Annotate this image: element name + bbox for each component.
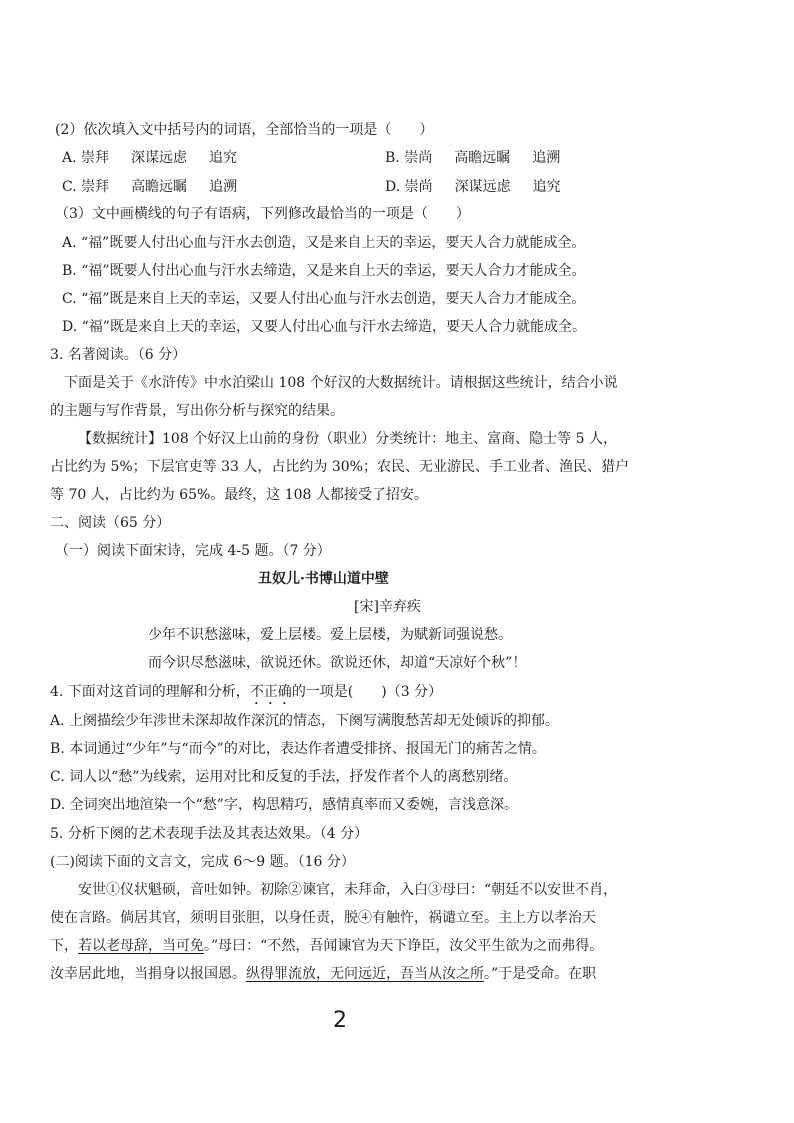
poem-line-2: 而今识尽愁滋味，欲说还休。欲说还休，却道“天凉好个秋”！ bbox=[148, 655, 527, 671]
q2-option-d[interactable]: D. 崇尚 深谋远虑 追究 bbox=[385, 179, 561, 195]
q3-option-d[interactable]: D. “福”既是来自上天的幸运，又要人付出心血与汗水去缔造，要天人合力就能成全。 bbox=[62, 319, 586, 335]
q4-emphasis: 不正确 bbox=[249, 684, 292, 700]
q4-option-c[interactable]: C. 词人以“愁”为线索，运用对比和反复的手法，抒发作者个人的离愁别绪。 bbox=[50, 769, 518, 785]
q2-stem: (2）依次填入文中括号内的词语，全部恰当的一项是（ ） bbox=[55, 122, 434, 138]
poem-author: [宋]辛弃疾 bbox=[354, 599, 421, 615]
part2-sub1: （一）阅读下面宋诗，完成 4-5 题。（7 分） bbox=[55, 543, 331, 559]
part2-title: 二、阅读（65 分） bbox=[50, 515, 171, 531]
poem-line-1: 少年不识愁滋味，爱上层楼。爱上层楼，为赋新词强说愁。 bbox=[148, 627, 512, 643]
q4-stem: 4. 下面对这首词的理解和分析，不正确的一项是( )（3 分） bbox=[50, 684, 443, 700]
q4-option-a[interactable]: A. 上阕描绘少年涉世未深却故作深沉的情态，下阕写满腹愁苦却无处倾诉的抑郁。 bbox=[50, 713, 560, 729]
classical-line-3: 下，若以老母辞，当可免。”母曰：“不然，吾闻谏官为天下诤臣，汝父平生欲为之而弗得。 bbox=[50, 938, 604, 954]
stats-line-1: 【数据统计】108 个好汉上山前的身份（职业）分类统计：地主、富商、隐士等 5 人， bbox=[78, 431, 617, 447]
stats-line-3: 等 70 人，占比约为 65%。最终，这 108 人都接受了招安。 bbox=[50, 487, 428, 503]
q2-option-b[interactable]: B. 崇尚 高瞻远瞩 追溯 bbox=[385, 150, 561, 166]
page-number: 2 bbox=[333, 1008, 347, 1033]
classical-line-2: 使在言路。倘居其官，须明目张胆，以身任责，脱④有触忤，祸谴立至。主上方以孝治天 bbox=[50, 910, 596, 926]
classical-line-1: 安世①仪状魁硕，音吐如钟。初除②谏官，未拜命，入白③母曰：“朝廷不以安世不肖， bbox=[78, 882, 618, 898]
part2-sub2: (二)阅读下面的文言文，完成 6～9 题。（16 分） bbox=[50, 854, 355, 870]
underlined-sentence-1: 若以老母辞，当可免 bbox=[78, 938, 204, 954]
q2-option-c[interactable]: C. 崇拜 高瞻远瞩 追溯 bbox=[62, 179, 238, 195]
stats-line-2: 占比约为 5%；下层官吏等 33 人，占比约为 30%；农民、无业游民、手工业者、渔民、猎户 bbox=[50, 459, 629, 475]
q3-option-c[interactable]: C. “福”既是来自上天的幸运，又要人付出心血与汗水去创造，要天人合力才能成全。 bbox=[62, 291, 586, 307]
q4-option-b[interactable]: B. 本词通过“少年”与“而今”的对比，表达作者遭受排挤、报国无门的痛苦之情。 bbox=[50, 741, 546, 757]
poem-title: 丑奴儿·书博山道中壁 bbox=[258, 571, 389, 587]
q2-option-a[interactable]: A. 崇拜 深谋远虑 追究 bbox=[62, 150, 238, 166]
section3-title: 3. 名著阅读。（6 分） bbox=[50, 347, 187, 363]
classical-line-4: 汝幸居此地，当捐身以报国恩。纵得罪流放，无问远近，吾当从汝之所。”于是受命。在职 bbox=[50, 966, 597, 982]
q3-option-b[interactable]: B. “福”既要人付出心血与汗水去缔造，又是来自上天的幸运，要天人合力才能成全。 bbox=[62, 263, 586, 279]
q3-option-a[interactable]: A. “福”既要人付出心血与汗水去创造，又是来自上天的幸运，要天人合力就能成全。 bbox=[62, 235, 586, 251]
section3-intro-line-1: 下面是关于《水浒传》中水泊梁山 108 个好汉的大数据统计。请根据这些统计，结合小说 bbox=[64, 375, 618, 391]
q4-option-d[interactable]: D. 全词突出地渲染一个“愁”字，构思精巧，感情真率而又委婉，言浅意深。 bbox=[50, 797, 518, 813]
section3-intro-line-2: 的主题与写作背景，写出你分析与探究的结果。 bbox=[50, 403, 344, 419]
q5-stem: 5. 分析下阕的艺术表现手法及其表达效果。（4 分） bbox=[50, 826, 369, 842]
q3-stem: （3）文中画横线的句子有语病，下列修改最恰当的一项是（ ） bbox=[55, 206, 470, 222]
underlined-sentence-2: 纵得罪流放，无问远近，吾当从汝之所 bbox=[246, 966, 484, 982]
